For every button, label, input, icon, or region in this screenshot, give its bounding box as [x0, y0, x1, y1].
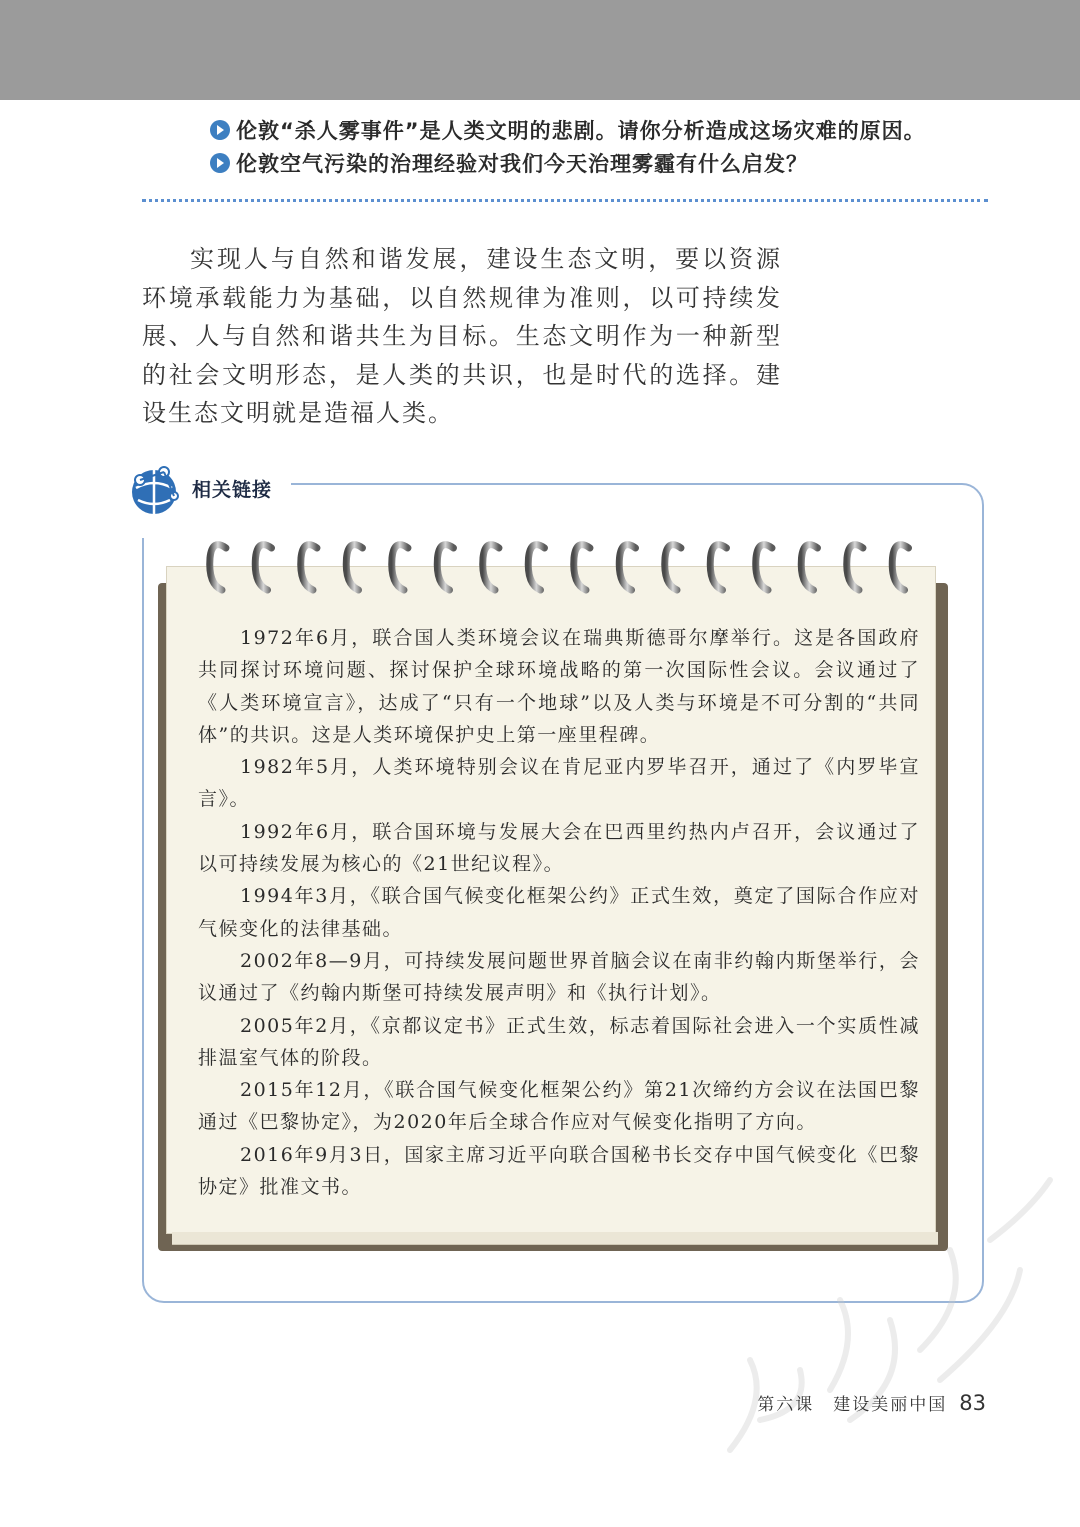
related-links-notes — [198, 622, 920, 1203]
globe-network-icon — [124, 458, 184, 518]
note-paragraph: 2016年9月3日，国家主席习近平向联合国秘书长交存中国气候变化《巴黎协定》批准文书。 — [198, 1143, 920, 1199]
spiral-ring-icon — [574, 545, 590, 590]
note-paragraph: 2002年8—9月，可持续发展问题世界首脑会议在南非约翰内斯堡举行，会议通过了《约翰内斯堡可持续发展声明》和《执行计划》。 — [198, 949, 920, 1005]
footer-lesson: 第六课 建设美丽中国 — [757, 1395, 948, 1415]
spiral-ring-icon — [255, 545, 271, 590]
note-paragraph: 1982年5月，人类环境特别会议在肯尼亚内罗毕召开，通过了《内罗毕宣言》。 — [198, 756, 920, 811]
play-arrow-icon — [210, 120, 230, 140]
spiral-ring-icon — [710, 545, 726, 590]
spiral-ring-icon — [346, 545, 362, 590]
spiral-binding — [196, 534, 936, 598]
spiral-ring-icon — [892, 545, 908, 590]
page-number: 83 — [959, 1391, 986, 1415]
spiral-ring-icon — [847, 545, 863, 590]
top-gray-band — [0, 0, 1080, 100]
play-arrow-icon — [210, 153, 230, 173]
dotted-divider — [142, 199, 988, 202]
page-footer — [757, 1390, 986, 1415]
question-item — [210, 148, 808, 178]
spiral-ring-icon — [619, 545, 635, 590]
note-paragraph: 1972年6月，联合国人类环境会议在瑞典斯德哥尔摩举行。这是各国政府共同探讨环境问题、探讨保护全球环境战略的第一次国际性会议。会议通过了《人类环境宣言》，达成了“只有一个地球”以及人类与环境是不可分割的“共同体”的共识。这是人类环境保护史上第一座里程碑。 — [198, 627, 920, 746]
spiral-ring-icon — [801, 545, 817, 590]
main-paragraph: 实现人与自然和谐发展，建设生态文明，要以资源环境承载能力为基础，以自然规律为准则，以可持续发展、人与自然和谐共生为目标。生态文明作为一种新型的社会文明形态，是人类的共识，也是时代的选择。建设生态文明就是造福人类。 — [142, 245, 782, 427]
spiral-ring-icon — [528, 545, 544, 590]
related-links-title: 相关链接 — [192, 478, 273, 501]
related-links-header — [124, 458, 272, 518]
note-paragraph: 1994年3月，《联合国气候变化框架公约》正式生效，奠定了国际合作应对气候变化的法律基础。 — [198, 885, 920, 940]
spiral-ring-icon — [210, 545, 226, 590]
spiral-ring-icon — [756, 545, 772, 590]
question-text: 伦敦空气污染的治理经验对我们今天治理雾霾有什么启发？ — [236, 152, 808, 176]
spiral-ring-icon — [665, 545, 681, 590]
note-paragraph: 2005年2月，《京都议定书》正式生效，标志着国际社会进入一个实质性减排温室气体的阶段。 — [198, 1014, 920, 1069]
question-item — [210, 115, 926, 145]
spiral-ring-icon — [483, 545, 499, 590]
spiral-ring-icon — [301, 545, 317, 590]
spiral-ring-icon — [392, 545, 408, 590]
spiral-ring-icon — [437, 545, 453, 590]
note-paragraph: 1992年6月，联合国环境与发展大会在巴西里约热内卢召开，会议通过了以可持续发展为核心的《21世纪议程》。 — [198, 820, 920, 876]
watermark-graphic — [690, 1120, 1080, 1520]
question-text: 伦敦“杀人雾事件”是人类文明的悲剧。请你分析造成这场灾难的原因。 — [236, 119, 926, 143]
note-paragraph: 2015年12月，《联合国气候变化框架公约》第21次缔约方会议在法国巴黎通过《巴黎协定》，为2020年后全球合作应对气候变化指明了方向。 — [198, 1079, 920, 1134]
